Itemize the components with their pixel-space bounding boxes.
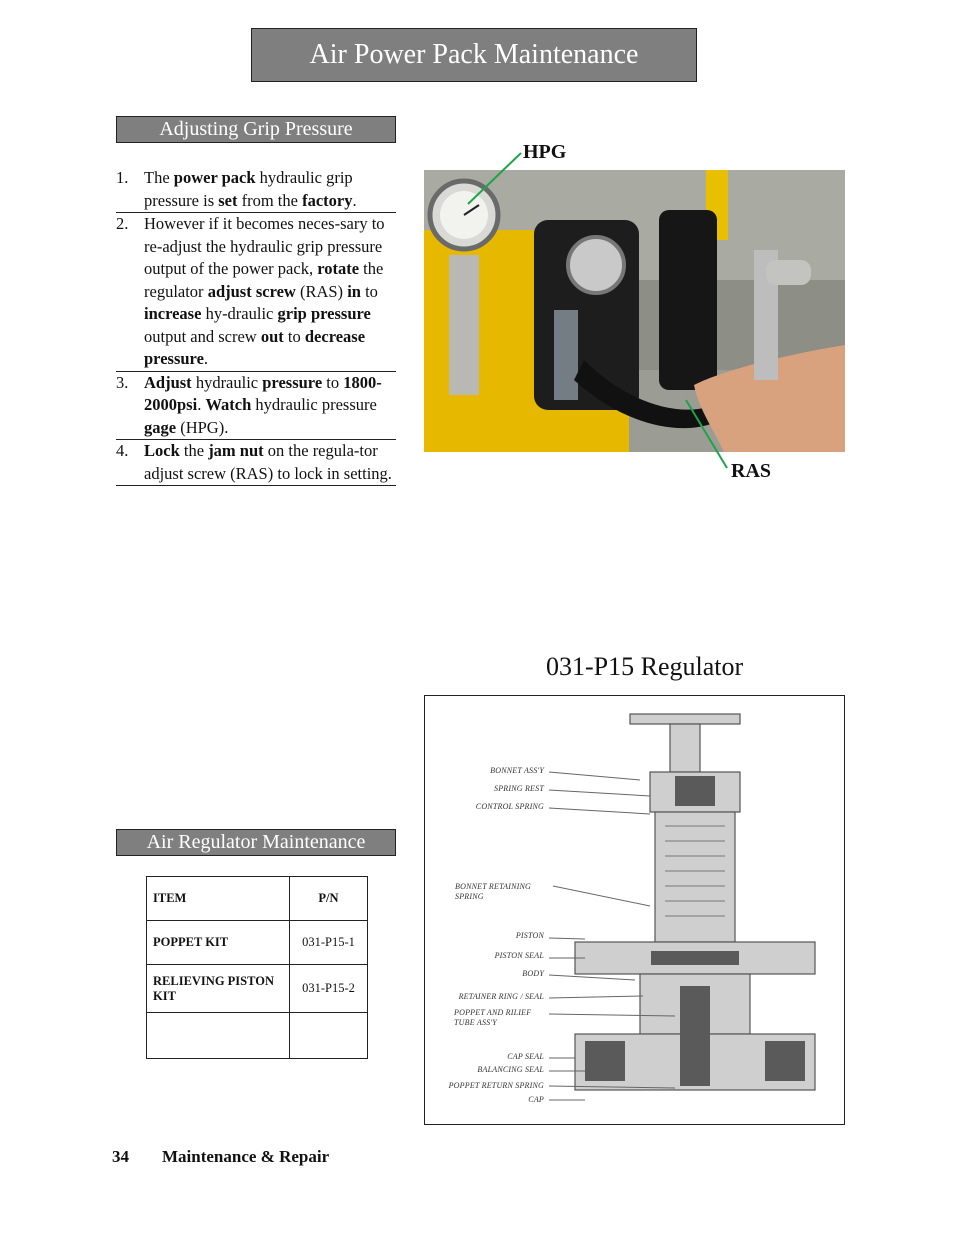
step-emphasis: jam nut bbox=[208, 441, 264, 460]
step-text: (HPG). bbox=[176, 417, 229, 437]
item-cell: POPPET KIT bbox=[147, 921, 290, 965]
parts-table bbox=[146, 876, 368, 1059]
step-text: output and screw bbox=[144, 326, 261, 346]
step-emphasis: out bbox=[260, 326, 284, 346]
step-text: hy-draulic bbox=[201, 304, 278, 323]
diagram-label: SPRING REST bbox=[494, 784, 544, 793]
step-emphasis: Lock bbox=[144, 441, 180, 460]
regulator-title: 031-P15 Regulator bbox=[546, 652, 744, 681]
step-emphasis: Watch bbox=[205, 395, 252, 414]
step-emphasis: set bbox=[218, 190, 238, 210]
step-emphasis: increase bbox=[144, 304, 202, 323]
section-header-regulator-maintenance: Air Regulator Maintenance bbox=[116, 829, 396, 856]
diagram-label: BODY bbox=[522, 969, 544, 978]
item-cell: RELIEVING PISTON KIT bbox=[147, 965, 290, 1013]
diagram-label: CAP SEAL bbox=[507, 1052, 544, 1061]
step-emphasis: pressure bbox=[262, 372, 323, 392]
diagram-label: CAP bbox=[528, 1095, 544, 1104]
step-emphasis: 1800-2000psi bbox=[144, 372, 382, 414]
step-emphasis: grip pressure bbox=[277, 304, 371, 323]
footer-section: Maintenance & Repair bbox=[162, 1147, 330, 1166]
step-emphasis: power pack bbox=[173, 168, 256, 187]
diagram-label: POPPET RETURN SPRING bbox=[448, 1081, 544, 1090]
step-text: hydraulic pressure bbox=[251, 395, 377, 414]
diagram-label: PISTON SEAL bbox=[494, 951, 544, 960]
table-row bbox=[147, 965, 368, 1013]
step-text: the bbox=[179, 441, 209, 460]
step-text: hydraulic bbox=[191, 372, 263, 392]
step-text: to bbox=[360, 281, 378, 301]
page-title: Air Power Pack Maintenance bbox=[251, 28, 697, 82]
step-text: to bbox=[322, 372, 344, 392]
step-text: . bbox=[197, 395, 206, 414]
table-header-row bbox=[147, 877, 368, 921]
diagram-label: BALANCING SEAL bbox=[477, 1065, 544, 1074]
step-emphasis: adjust screw bbox=[207, 281, 296, 301]
item-cell bbox=[147, 1013, 290, 1059]
step-text: to bbox=[283, 326, 305, 346]
step-text: the regulator bbox=[144, 259, 384, 301]
step-text: (RAS) bbox=[295, 281, 348, 301]
step-emphasis: gage bbox=[144, 417, 177, 437]
pn-cell: 031-P15-1 bbox=[290, 921, 368, 965]
step-emphasis: in bbox=[347, 281, 361, 301]
step-number: 2. bbox=[116, 214, 129, 233]
diagram-label: CONTROL SPRING bbox=[475, 802, 544, 811]
diagram-label: PISTON bbox=[515, 931, 544, 940]
table-row bbox=[147, 921, 368, 965]
section-header-grip-pressure: Adjusting Grip Pressure bbox=[116, 116, 396, 143]
hpg-callout-label: HPG bbox=[523, 141, 567, 163]
diagram-label: BONNET ASS'Y bbox=[490, 766, 544, 775]
step-text: However if it becomes neces-sary to re-adjust the hydraulic grip pressure output of the power pack, bbox=[144, 214, 385, 278]
step-text: . bbox=[203, 349, 209, 368]
diagram-label: RETAINER RING / SEAL bbox=[458, 992, 544, 1001]
page-footer bbox=[112, 1147, 329, 1167]
regulator-diagram bbox=[424, 695, 845, 1125]
step-emphasis: Adjust bbox=[144, 372, 192, 392]
pn-cell bbox=[290, 1013, 368, 1059]
step-text: hydraulic grip pressure is bbox=[144, 168, 353, 210]
step-text: . bbox=[352, 190, 357, 210]
step-emphasis: factory bbox=[302, 190, 353, 210]
pn-cell: 031-P15-2 bbox=[290, 965, 368, 1013]
column-header-item: ITEM bbox=[147, 877, 290, 921]
step-number: 3. bbox=[116, 372, 129, 392]
table-row bbox=[147, 1013, 368, 1059]
column-header-pn: P/N bbox=[290, 877, 368, 921]
step-number: 4. bbox=[116, 441, 129, 460]
diagram-label: BONNET RETAINING SPRING bbox=[455, 882, 532, 901]
ras-callout-label: RAS bbox=[731, 460, 772, 482]
step-text: The bbox=[144, 168, 174, 187]
step-text: on the regula-tor adjust screw (RAS) to lock in setting. bbox=[144, 441, 392, 483]
step-number: 1. bbox=[116, 168, 129, 187]
step-text: from the bbox=[237, 190, 303, 210]
diagram-label: POPPET AND RILIEF TUBE ASS'Y bbox=[454, 1008, 532, 1027]
step-emphasis: rotate bbox=[317, 259, 360, 278]
page-number: 34 bbox=[112, 1147, 129, 1166]
step-emphasis: decrease pressure bbox=[144, 326, 366, 368]
